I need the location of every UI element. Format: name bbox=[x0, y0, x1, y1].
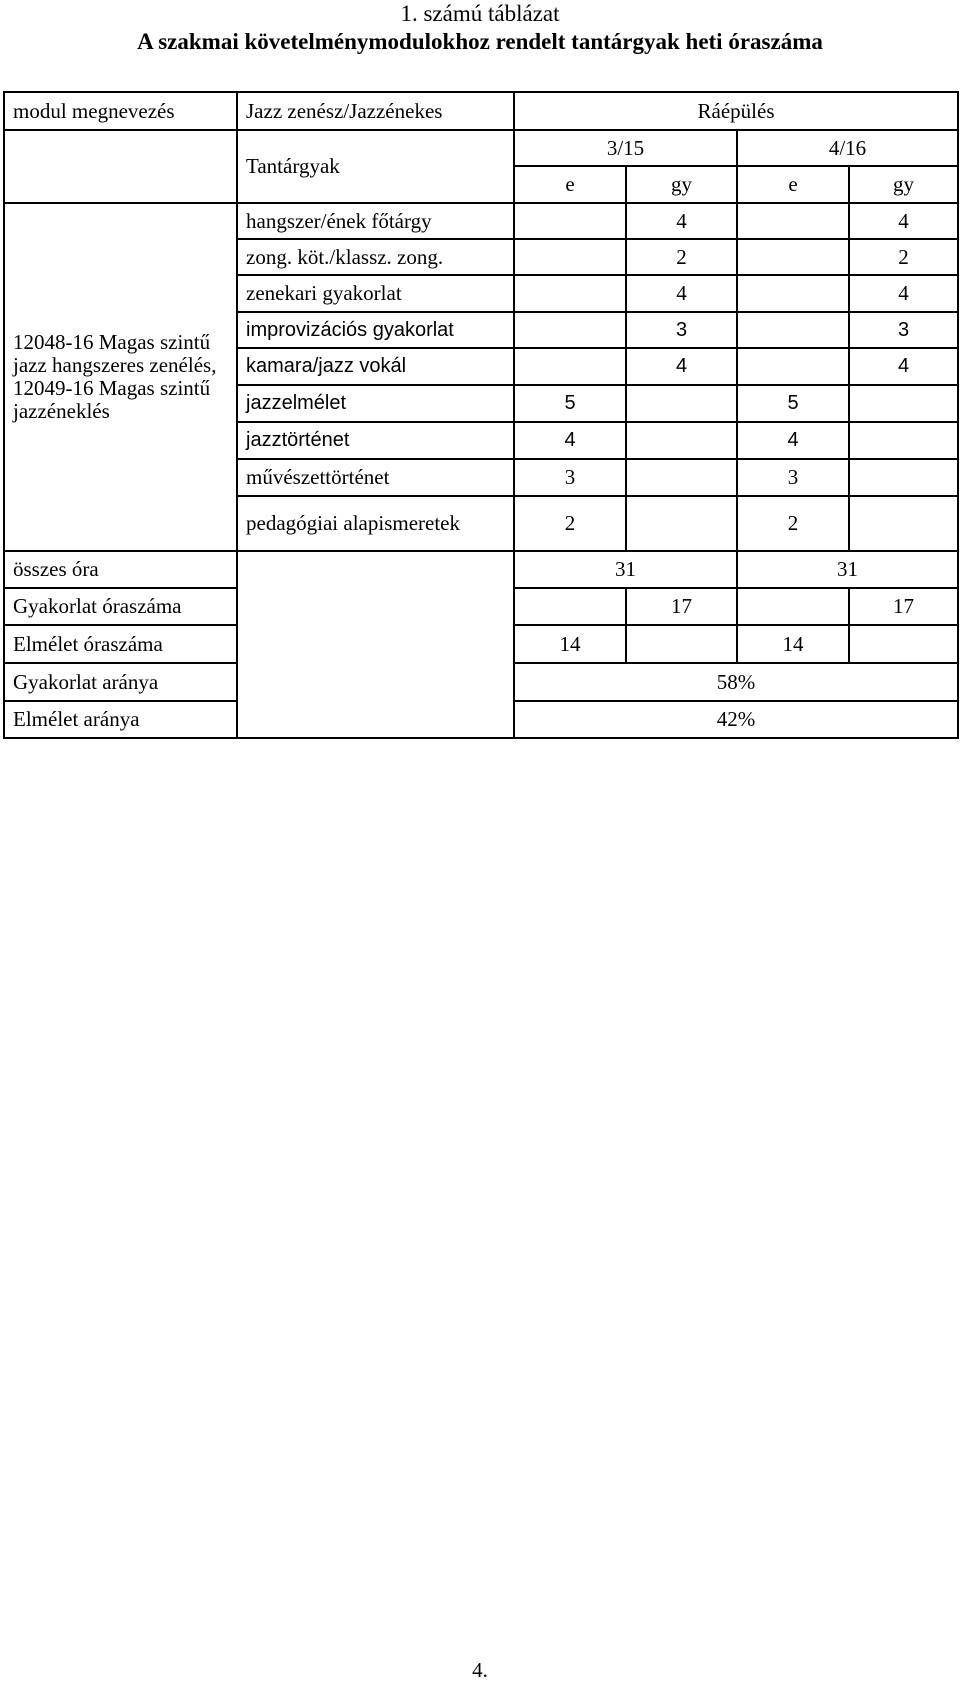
value-gy-2 bbox=[849, 422, 958, 459]
value-gy-1 bbox=[626, 459, 737, 496]
value-gy-2: 3 bbox=[849, 312, 958, 348]
title-block bbox=[0, 0, 960, 57]
value-e-2 bbox=[737, 239, 849, 275]
value-gy-1: 3 bbox=[626, 312, 737, 348]
total-hours-1: 31 bbox=[514, 551, 737, 588]
total-hours-2: 31 bbox=[737, 551, 958, 588]
header-profession: Jazz zenész/Jazzénekes bbox=[237, 92, 514, 130]
value-e-1: 3 bbox=[514, 459, 626, 496]
subject-name: improvizációs gyakorlat bbox=[237, 312, 514, 348]
value-e-1 bbox=[514, 239, 626, 275]
practice-hours-2: 17 bbox=[849, 588, 958, 625]
value-e-2 bbox=[737, 348, 849, 385]
theory-ratio-label: Elmélet aránya bbox=[4, 701, 237, 738]
theory-hours-2: 14 bbox=[737, 625, 849, 663]
value-e-2 bbox=[737, 275, 849, 312]
value-e-1 bbox=[514, 312, 626, 348]
subject-name: kamara/jazz vokál bbox=[237, 348, 514, 385]
header-empty bbox=[4, 130, 237, 203]
value-e-2: 2 bbox=[737, 496, 849, 551]
subject-name: jazzelmélet bbox=[237, 385, 514, 422]
subject-name: zenekari gyakorlat bbox=[237, 275, 514, 312]
table-caption: 1. számú táblázat bbox=[400, 1, 560, 26]
value-gy-2: 4 bbox=[849, 348, 958, 385]
value-gy-1 bbox=[626, 385, 737, 422]
subject-name: zong. köt./klassz. zong. bbox=[237, 239, 514, 275]
value-e-2: 4 bbox=[737, 422, 849, 459]
subject-name: pedagógiai alapismeretek bbox=[237, 496, 514, 551]
value-gy-2: 4 bbox=[849, 203, 958, 239]
practice-hours-label: Gyakorlat óraszáma bbox=[4, 588, 237, 625]
value-gy-2: 2 bbox=[849, 239, 958, 275]
value-e-1: 2 bbox=[514, 496, 626, 551]
practice-ratio-label: Gyakorlat aránya bbox=[4, 663, 237, 701]
header-gy-1: gy bbox=[626, 166, 737, 203]
header-row-1 bbox=[4, 92, 958, 130]
practice-ratio: 58% bbox=[514, 663, 958, 701]
value-e-1 bbox=[514, 203, 626, 239]
value-e-2: 5 bbox=[737, 385, 849, 422]
subject-name: művészettörténet bbox=[237, 459, 514, 496]
page-title: A szakmai követelménymodulokhoz rendelt tantárgyak heti óraszáma bbox=[137, 29, 823, 54]
theory-hours-gy-1 bbox=[626, 625, 737, 663]
theory-hours-gy-2 bbox=[849, 625, 958, 663]
practice-hours-e-1 bbox=[514, 588, 626, 625]
header-row-2 bbox=[4, 130, 958, 166]
value-e-1 bbox=[514, 275, 626, 312]
total-hours-label: összes óra bbox=[4, 551, 237, 588]
theory-hours-1: 14 bbox=[514, 625, 626, 663]
totals-empty bbox=[237, 551, 514, 738]
table-row bbox=[4, 203, 958, 239]
value-gy-2 bbox=[849, 459, 958, 496]
value-e-1: 4 bbox=[514, 422, 626, 459]
totals-row bbox=[4, 551, 958, 588]
page-number: 4. bbox=[472, 1658, 488, 1682]
header-module: modul megnevezés bbox=[4, 92, 237, 130]
header-gy-2: gy bbox=[849, 166, 958, 203]
subject-name: jazztörténet bbox=[237, 422, 514, 459]
header-raepules: Ráépülés bbox=[514, 92, 958, 130]
hours-table bbox=[3, 91, 959, 739]
header-subjects: Tantárgyak bbox=[237, 130, 514, 203]
header-e-1: e bbox=[514, 166, 626, 203]
module-name: 12048-16 Magas szintű jazz hangszeres zenélés, 12049-16 Magas szintű jazzéneklés bbox=[4, 203, 237, 551]
header-e-2: e bbox=[737, 166, 849, 203]
theory-ratio: 42% bbox=[514, 701, 958, 738]
value-gy-2 bbox=[849, 496, 958, 551]
practice-hours-1: 17 bbox=[626, 588, 737, 625]
theory-hours-label: Elmélet óraszáma bbox=[4, 625, 237, 663]
value-gy-1: 2 bbox=[626, 239, 737, 275]
value-gy-1: 4 bbox=[626, 203, 737, 239]
value-gy-1 bbox=[626, 496, 737, 551]
value-gy-1: 4 bbox=[626, 348, 737, 385]
header-year-1: 3/15 bbox=[514, 130, 737, 166]
value-e-2 bbox=[737, 203, 849, 239]
value-gy-2 bbox=[849, 385, 958, 422]
value-e-2: 3 bbox=[737, 459, 849, 496]
value-e-1: 5 bbox=[514, 385, 626, 422]
value-gy-1: 4 bbox=[626, 275, 737, 312]
value-e-2 bbox=[737, 312, 849, 348]
value-e-1 bbox=[514, 348, 626, 385]
value-gy-1 bbox=[626, 422, 737, 459]
value-gy-2: 4 bbox=[849, 275, 958, 312]
header-year-2: 4/16 bbox=[737, 130, 958, 166]
subject-name: hangszer/ének főtárgy bbox=[237, 203, 514, 239]
practice-hours-e-2 bbox=[737, 588, 849, 625]
